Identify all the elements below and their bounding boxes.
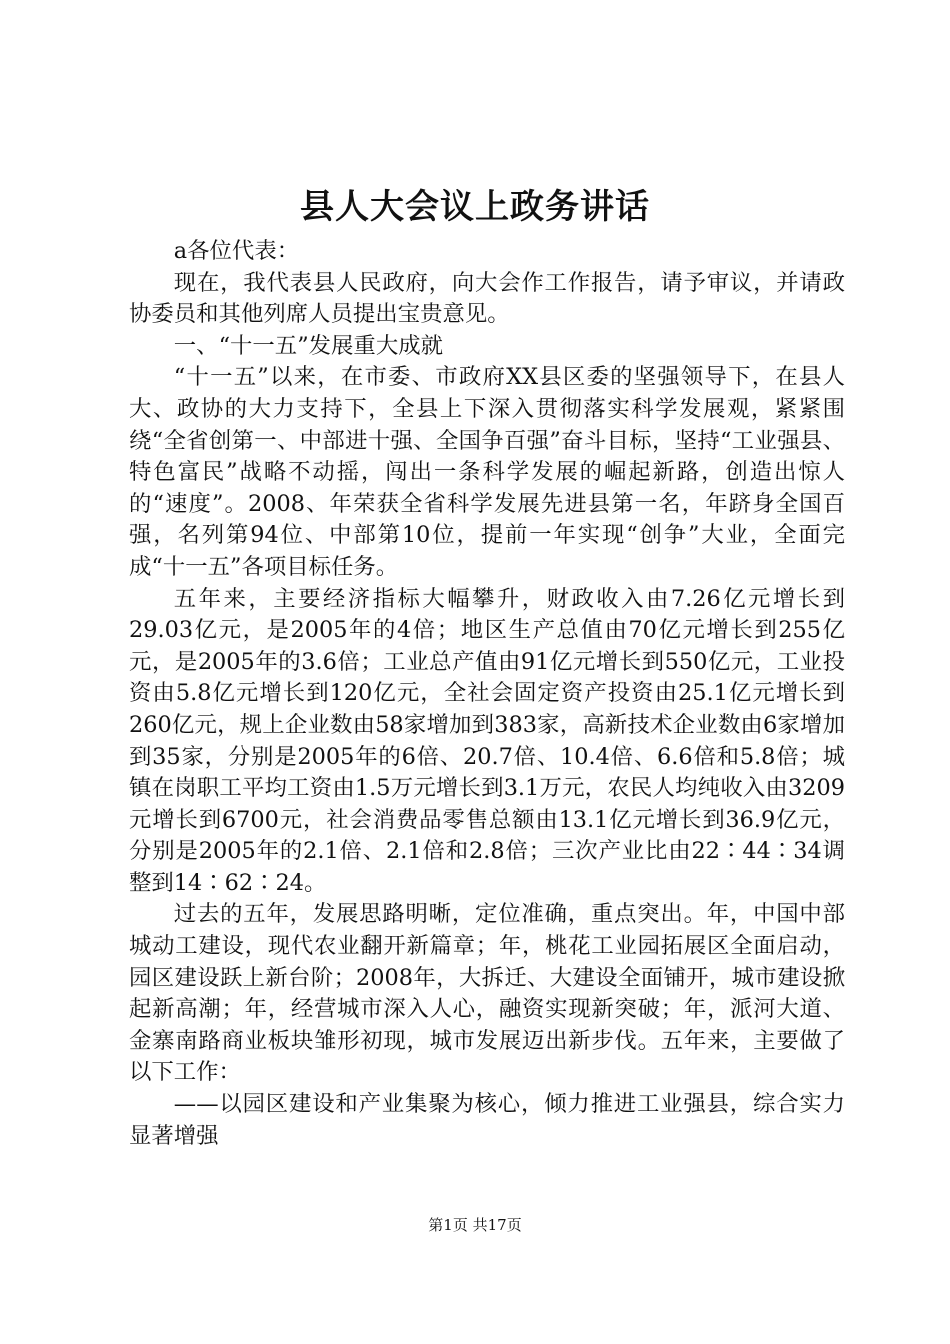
- salutation-paragraph: a各位代表：: [173, 238, 300, 264]
- page-number-footer: 第1页 共17页: [428, 1216, 522, 1234]
- document-body: [129, 236, 845, 1152]
- body-paragraph: 过去的五年，发展思路明晰，定位准确，重点突出。年，中国中部城动工建设，现代农业翻开新篇章；年，桃花工业园拓展区全面启动，园区建设跃上新台阶；2008年，大拆迁、大建设全面铺开，城市建设掀起新高潮；年，经营城市深入人心，融资实现新突破；年，派河大道、金寨南路商业板块雏形初现，城市发展迈出新步伐。五年来，主要做了以下工作：: [129, 901, 845, 1086]
- subsection-heading: ——以园区建设和产业集聚为核心，倾力推进工业强县，综合实力显著增强: [129, 1091, 845, 1149]
- intro-paragraph: 现在，我代表县人民政府，向大会作工作报告，请予审议，并请政协委员和其他列席人员提出宝贵意见。: [129, 269, 845, 328]
- body-paragraph: “十一五”以来，在市委、市政府XX县区委的坚强领导下，在县人大、政协的大力支持下，全县上下深入贯彻落实科学发展观，紧紧围绕“全省创第一、中部进十强、全国争百强”奋斗目标，坚持“工业强县、特色富民”战略不动摇，闯出一条科学发展的崛起新路，创造出惊人的“速度”。2008、年荣获全省科学发展先进县第一名，年跻身全国百强，名列第94位、中部第10位，提前一年实现“创争”大业，全面完成“十一五”各项目标任务。: [129, 364, 845, 580]
- document-title: 县人大会议上政务讲话: [300, 187, 650, 227]
- body-paragraph: 五年来，主要经济指标大幅攀升，财政收入由7.26亿元增长到29.03亿元，是2005年的4倍；地区生产总值由70亿元增长到255亿元，是2005年的3.6倍；工业总产值由91亿元增长到550亿元，工业投资由5.8亿元增长到120亿元，全社会固定资产投资由25.1亿元增长到260亿元，规上企业数由58家增加到383家，高新技术企业数由6家增加到35家，分别是2005年的6倍、20.7倍、10.4倍、6.6倍和5.8倍；城镇在岗职工平均工资由1.5万元增长到3.1万元，农民人均纯收入由3209元增长到6700元，社会消费品零售总额由13.1亿元增长到36.9亿元，分别是2005年的2.1倍、2.1倍和2.8倍；三次产业比由22∶44∶34调整到14∶62∶24。: [129, 585, 845, 896]
- section-heading: 一、“十一五”发展重大成就: [173, 332, 443, 359]
